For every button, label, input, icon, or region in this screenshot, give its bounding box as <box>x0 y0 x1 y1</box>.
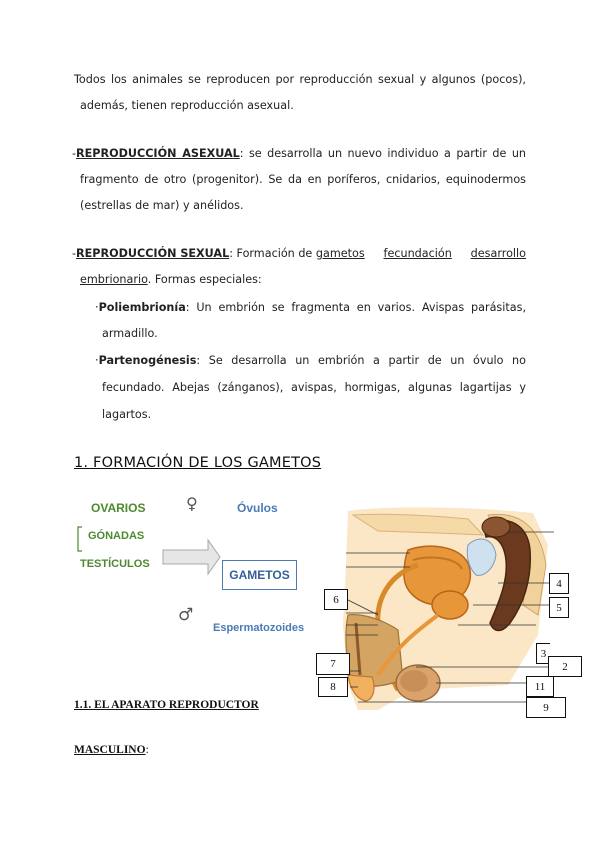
sexual-line-2-rest: . Formas especiales: <box>147 273 262 286</box>
asexual-line-3: (estrellas de mar) y anélidos. <box>80 199 244 212</box>
term-desarrollo: desarrollo <box>470 247 526 260</box>
anatomy-label-5: 5 <box>549 597 569 618</box>
anatomy-label-3: 3 <box>536 643 550 664</box>
section-1-1-title: 1.1. EL APARATO REPRODUCTOR <box>74 699 259 711</box>
anatomy-label-8: 8 <box>318 677 348 697</box>
poly-line-2: armadillo. <box>102 327 158 340</box>
intro-line-1: Todos los animales se reproducen por reproducción sexual y algunos (pocos), <box>74 73 526 86</box>
section-1-1-subtitle-line <box>74 744 149 756</box>
sexual-line-1: -REPRODUCCIÓN SEXUAL: Formación de gametos fecundación desarrollo <box>72 241 526 267</box>
asexual-line-2: fragmento de otro (progenitor). Se da en poríferos, cnidarios, equinodermos <box>80 173 526 186</box>
label-gametos: GAMETOS <box>229 568 290 582</box>
section-1-1-subtitle: MASCULINO <box>74 744 146 756</box>
anatomy-label-9: 9 <box>526 697 566 718</box>
parth-line-3: lagartos. <box>102 408 152 421</box>
label-gonadas: GÓNADAS <box>88 530 145 542</box>
parth-line-1: ·Partenogénesis: Se desarrolla un embrión a partir de un óvulo no <box>95 354 526 367</box>
label-testiculos: TESTÍCULOS <box>80 558 150 570</box>
sexual-line-1-text: : Formación de <box>229 247 313 260</box>
anatomy-label-7: 7 <box>316 653 350 675</box>
label-espermatozoides: Espermatozoides <box>213 622 305 634</box>
term-fecundacion: fecundación <box>383 247 452 260</box>
anatomy-label-4: 4 <box>549 573 569 594</box>
sexual-title: REPRODUCCIÓN SEXUAL <box>76 247 230 260</box>
parth-rest: : Se desarrolla un embrión a partir de un óvulo no <box>196 354 526 367</box>
anatomy-label-11: 11 <box>526 676 554 697</box>
asexual-line-1: -REPRODUCCIÓN ASEXUAL: se desarrolla un nuevo individuo a partir de un <box>72 147 526 160</box>
female-symbol-icon: ♀ <box>186 494 198 513</box>
parth-title: Partenogénesis <box>98 354 197 367</box>
section-1-title: 1. FORMACIÓN DE LOS GAMETOS <box>74 455 322 471</box>
label-ovulos: Óvulos <box>237 501 278 515</box>
poly-line-1: ·Poliembrionía: Un embrión se fragmenta en varios. Avispas parásitas, <box>95 301 526 314</box>
male-symbol-icon: ♂ <box>178 605 194 625</box>
anatomy-label-6: 6 <box>324 589 348 610</box>
gametes-arrow-icon <box>162 538 222 578</box>
section-1-1-colon: : <box>145 744 149 756</box>
intro-line-2: además, tienen reproducción asexual. <box>80 99 294 112</box>
asexual-line-1-rest: : se desarrolla un nuevo individuo a partir de un <box>239 147 526 160</box>
asexual-title: REPRODUCCIÓN ASEXUAL <box>76 147 240 160</box>
term-gametos: gametos <box>315 247 365 260</box>
gametos-box <box>222 560 297 590</box>
poly-title: Poliembrionía <box>98 301 186 314</box>
sexual-line-2 <box>80 267 262 293</box>
term-embrionario: embrionario <box>80 273 148 286</box>
parth-line-2: fecundado. Abejas (zánganos), avispas, hormigas, algunas lagartijas y <box>102 381 526 394</box>
label-ovarios: OVARIOS <box>91 501 146 515</box>
poly-rest: : Un embrión se fragmenta en varios. Avispas parásitas, <box>185 301 526 314</box>
anatomy-label-2: 2 <box>548 656 582 677</box>
